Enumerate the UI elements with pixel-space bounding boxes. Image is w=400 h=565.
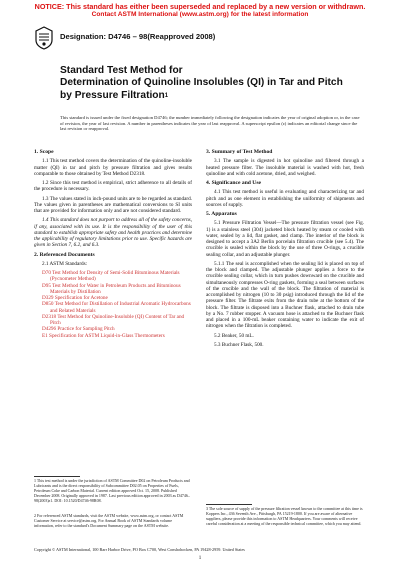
right-column: [206, 146, 364, 351]
footnote-3: 3 The sole source of supply of the pressure filtration vessel known to the committee at this time is Koppers Inc., 436 Seventh Ave., Pittsburgh, PA 15219-1800. If you are aware of alternative suppliers, please provide this information to ASTM Headquarters. Your comments will receive careful consideration at a meeting of the responsible technical committee, which you may attend.: [206, 506, 363, 526]
paragraph-1-2: 1.2 Since this test method is empirical, strict adherence to all details of the procedure is necessary.: [34, 180, 192, 193]
footnote-divider: [34, 476, 80, 477]
reference-link[interactable]: D4296 Practice for Sampling Pitch: [42, 326, 115, 333]
notice-line-2: Contact ASTM International (www.astm.org) for the latest information: [91, 11, 309, 18]
title-line-3: [60, 90, 360, 102]
paragraph-4-1: 4.1 This test method is useful in evaluating and characterizing tar and pitch and as one element in establishing the uniformity of shipments and sources of supply.: [206, 189, 364, 208]
paragraph-3-1: 3.1 The sample is digested in hot quinoline and filtered through a heated pressure filter. The insoluble material is washed with hot, fresh quinoline and with cold acetone, dried, and weighed.: [206, 158, 364, 177]
supersession-notice: [0, 2, 400, 19]
section-significance-heading: 4. Significance and Use: [206, 180, 262, 186]
paragraph-2-1: 2.1 ASTM Standards:: [42, 260, 88, 267]
section-apparatus-heading: 5. Apparatus: [206, 211, 237, 217]
paragraph-1-3: 1.3 The values stated in inch-pound units are to be regarded as standard. The values given in parentheses are mathematical conversions to SI units that are provided for information only and are not considered standard.: [34, 195, 192, 214]
document-title: [60, 65, 360, 102]
paragraph-1-4: 1.4 This standard does not purport to address all of the safety concerns, if any, associated with its use. It is the responsibility of the user of this standard to establish appropriate safety and health practices and determine the applicability of regulatory limitations prior to use. Specific hazards are given in Section 7, 6.2, and 6.3.: [34, 217, 192, 249]
paragraph-5-2: 5.2 Beaker, 50 mL.: [214, 332, 254, 339]
reference-link[interactable]: E1 Specification for ASTM Liquid-in-Glass Thermometers: [42, 332, 165, 339]
paragraph-5-3: 5.3 Buchner Flask, 500.: [214, 341, 264, 348]
title-line-3-text: by Pressure Filtration: [60, 89, 165, 101]
designation: Designation: D4746 – 98(Reapproved 2008): [60, 32, 216, 41]
section-scope-heading: 1. Scope: [34, 149, 54, 155]
title-line-1: Standard Test Method for: [60, 65, 183, 76]
footnote-divider: [206, 504, 252, 505]
paragraph-5-1: 5.1 Pressure Filtration Vessel—The pressure filtration vessel (see Fig. 1) is a stainless steel (304) jacketed block heated by steam or cooled with water, sealed by a lid, flat gasket, and clamp. The interior of the block is designed to accept a 3A2 Berlin porcelain filtration crucible (see 5.4). The crucible is sealed within the block by the use of three O-rings, a crucible sealing collar, and an adjustable plunger.: [206, 220, 364, 258]
reference-link[interactable]: D2318 Test Method for Quinoline-Insoluble (QI) Content of Tar and Pitch: [42, 313, 185, 326]
left-column: [34, 146, 192, 339]
issuance-statement: This standard is issued under the fixed designation D4746; the number immediately following the designation indicates the year of original adoption or, in the case of revision, the year of last revision. A number in parentheses indicates the year of last reapproval. A superscript epsilon (ε) indicates an editorial change since the last revision or reapproval.: [60, 115, 360, 132]
astm-logo-icon: [34, 26, 54, 50]
reference-link[interactable]: D850 Test Method for Distillation of Industrial Aromatic Hydrocarbons and Related Materials: [42, 301, 191, 314]
paragraph-5-1-1: 5.1.1 The seal is accomplished when the sealing lid is placed on top of the block and clamped. The adjustable plunger applies a force to the crucible sealing collar, which in turn pushes downward on the crucible and simultaneously compresses O-ring gaskets, forming a seal between surfaces of the crucible and the wall of the block. The filtration of material is accomplished by nitrogen (10 to 30 psig) introduced through the lid of the pressure filter. The filtrate exits from the drain tube at the bottom of the block. The filtrate is disposed into a Buchner flask, attached to drain tube by a No. 7 rubber stopper. A vacuum hose is attached to the Buchner flask and placed in a 100-mL beaker containing water to indicate the exit of nitrogen when the filtration is completed.: [206, 260, 364, 330]
title-footnote-mark: 1: [164, 92, 169, 99]
reference-link[interactable]: D329 Specification for Acetone: [42, 295, 108, 301]
copyright-footer: Copyright © ASTM International, 100 Barr Harbor Drive, PO Box C700, West Conshohocken, PA 19428-2959. United States: [34, 547, 245, 552]
reference-link[interactable]: D95 Test Method for Water in Petroleum Products and Bituminous Materials by Distillation: [42, 282, 181, 295]
paragraph-1-1: 1.1 This test method covers the determination of the quinoline-insoluble matter (QI) in tar and pitch by pressure filtration and gives results comparable to those obtained by Test Method D2318.: [34, 158, 192, 177]
page-number: 1: [198, 556, 202, 561]
footnote-1: 1 This test method is under the jurisdiction of ASTM Committee D02 on Petroleum Products and Lubricants and is the direct responsibility of Subcommittee D02.05 on Properties of Fuels, Petroleum Coke and Carbon Material. Current edition approved Oct. 15, 2008. Published December 2008. Originally approved in 1987. Last previous edition approved in 2003 as D4746–98(2003)ε1. DOI: 10.1520/D4746-98R08.: [34, 478, 190, 503]
reference-link[interactable]: D70 Test Method for Density of Semi-Solid Bituminous Materials (Pycnometer Method): [42, 270, 180, 283]
section-referenced-documents-heading: 2. Referenced Documents: [34, 251, 95, 258]
footnote-2: 2 For referenced ASTM standards, visit the ASTM website, www.astm.org, or contact ASTM Customer Service at service@astm.org. For Annual Book of ASTM Standards volume information, refer to the standard's Document Summary page on the ASTM website.: [34, 513, 184, 528]
title-line-2: Determination of Quinoline Insolubles (QI) in Tar and Pitch: [60, 77, 343, 89]
notice-line-1: NOTICE: This standard has either been superseded and replaced by a new version or withdrawn.: [34, 2, 366, 11]
section-summary-heading: 3. Summary of Test Method: [206, 149, 273, 155]
